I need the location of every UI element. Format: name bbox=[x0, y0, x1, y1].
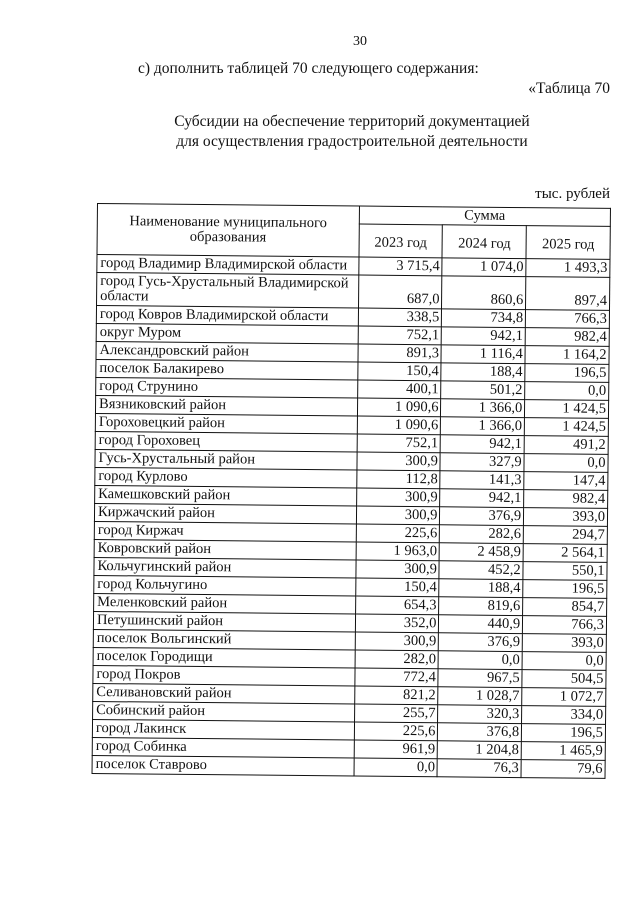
cell-2023: 225,6 bbox=[356, 524, 440, 543]
cell-2025: 1 493,3 bbox=[526, 259, 610, 278]
cell-2025: 982,4 bbox=[525, 328, 609, 347]
cell-municipality: город Собинка bbox=[92, 737, 354, 758]
cell-2023: 300,9 bbox=[356, 506, 440, 525]
cell-2025: 147,4 bbox=[524, 472, 608, 491]
cell-2025: 491,2 bbox=[524, 436, 608, 455]
table-label: «Таблица 70 bbox=[528, 80, 610, 97]
cell-2024: 1 028,7 bbox=[438, 687, 522, 706]
cell-2024: 1 116,4 bbox=[441, 345, 525, 364]
subsidies-table bbox=[92, 203, 611, 779]
cell-2024: 282,6 bbox=[440, 525, 524, 544]
cell-2023: 891,3 bbox=[358, 344, 442, 363]
cell-municipality: Гороховецкий район bbox=[95, 413, 357, 434]
cell-2025: 196,5 bbox=[522, 724, 606, 743]
cell-2023: 961,9 bbox=[354, 740, 438, 759]
cell-2024: 1 366,0 bbox=[441, 417, 525, 436]
cell-2023: 752,1 bbox=[357, 434, 441, 453]
cell-2024: 1 366,0 bbox=[441, 399, 525, 418]
cell-municipality: Меленковский район bbox=[94, 593, 356, 614]
cell-2023: 752,1 bbox=[358, 326, 442, 345]
cell-2023: 255,7 bbox=[354, 704, 438, 723]
page-number: 30 bbox=[353, 34, 367, 49]
cell-municipality: город Ковров Владимирской области bbox=[96, 306, 358, 327]
cell-municipality: Селивановский район bbox=[93, 683, 355, 704]
cell-2024: 376,9 bbox=[440, 507, 524, 526]
cell-2023: 112,8 bbox=[356, 470, 440, 489]
title-line-1: Субсидии на обеспечение территорий документацией bbox=[174, 113, 530, 130]
cell-2023: 300,9 bbox=[356, 488, 440, 507]
cell-municipality: Ковровский район bbox=[94, 539, 356, 560]
cell-municipality: город Гороховец bbox=[95, 431, 357, 452]
cell-2023: 352,0 bbox=[355, 614, 439, 633]
cell-2025: 0,0 bbox=[525, 382, 609, 401]
cell-2025: 1 465,9 bbox=[521, 742, 605, 761]
cell-2024: 188,4 bbox=[441, 363, 525, 382]
cell-2025: 79,6 bbox=[521, 760, 605, 779]
cell-2023: 3 715,4 bbox=[358, 257, 442, 276]
cell-municipality: Вязниковский район bbox=[95, 395, 357, 416]
header-year-2024: 2024 год bbox=[442, 225, 526, 259]
cell-municipality: поселок Балакирево bbox=[96, 359, 358, 380]
cell-2023: 150,4 bbox=[355, 578, 439, 597]
cell-2025: 550,1 bbox=[523, 562, 607, 581]
cell-2023: 0,0 bbox=[354, 758, 438, 777]
cell-2024: 734,8 bbox=[442, 309, 526, 328]
cell-2023: 338,5 bbox=[358, 308, 442, 327]
cell-2023: 300,9 bbox=[355, 632, 439, 651]
table-body bbox=[92, 255, 610, 779]
cell-2024: 327,9 bbox=[440, 453, 524, 472]
cell-2024: 942,1 bbox=[440, 489, 524, 508]
cell-2025: 393,0 bbox=[524, 508, 608, 527]
cell-2025: 854,7 bbox=[523, 598, 607, 617]
cell-municipality: город Курлово bbox=[95, 467, 357, 488]
cell-2023: 1 090,6 bbox=[357, 398, 441, 417]
cell-2024: 942,1 bbox=[441, 435, 525, 454]
cell-municipality: поселок Городищи bbox=[93, 647, 355, 668]
header-year-2025: 2025 год bbox=[526, 226, 610, 260]
cell-2025: 1 424,5 bbox=[524, 418, 608, 437]
cell-municipality: Камешковский район bbox=[95, 485, 357, 506]
cell-2023: 1 090,6 bbox=[357, 416, 441, 435]
cell-municipality: город Киржач bbox=[94, 521, 356, 542]
cell-2023: 687,0 bbox=[358, 275, 442, 309]
cell-municipality: Кольчугинский район bbox=[94, 557, 356, 578]
cell-municipality: Киржачский район bbox=[94, 503, 356, 524]
cell-2025: 0,0 bbox=[522, 652, 606, 671]
cell-2023: 225,6 bbox=[354, 722, 438, 741]
cell-2024: 76,3 bbox=[437, 759, 521, 778]
cell-municipality: город Кольчугино bbox=[94, 575, 356, 596]
table-row bbox=[97, 273, 610, 311]
cell-municipality: город Владимир Владимирской области bbox=[97, 255, 359, 276]
header-sum: Сумма bbox=[359, 206, 611, 226]
cell-2025: 2 564,1 bbox=[523, 544, 607, 563]
cell-municipality: поселок Ставрово bbox=[92, 755, 354, 776]
cell-2025: 334,0 bbox=[522, 706, 606, 725]
cell-2025: 766,3 bbox=[526, 310, 610, 329]
cell-2024: 452,2 bbox=[439, 561, 523, 580]
cell-2024: 440,9 bbox=[439, 615, 523, 634]
cell-2024: 1 204,8 bbox=[438, 741, 522, 760]
header-year-2023: 2023 год bbox=[359, 224, 443, 258]
cell-municipality: Собинский район bbox=[93, 701, 355, 722]
cell-2023: 400,1 bbox=[357, 380, 441, 399]
cell-2023: 654,3 bbox=[355, 596, 439, 615]
cell-2025: 897,4 bbox=[526, 277, 610, 311]
cell-municipality: поселок Вольгинский bbox=[93, 629, 355, 650]
cell-2023: 150,4 bbox=[357, 362, 441, 381]
cell-2023: 1 963,0 bbox=[356, 542, 440, 561]
cell-municipality: город Лакинск bbox=[92, 719, 354, 740]
cell-2024: 860,6 bbox=[442, 276, 526, 310]
title-line-2: для осуществления градостроительной деятельности bbox=[176, 133, 528, 150]
table-title bbox=[92, 112, 612, 152]
cell-2024: 1 074,0 bbox=[442, 258, 526, 277]
cell-2025: 0,0 bbox=[524, 454, 608, 473]
cell-2023: 772,4 bbox=[355, 668, 439, 687]
cell-2025: 1 424,5 bbox=[525, 400, 609, 419]
cell-2025: 1 072,7 bbox=[522, 688, 606, 707]
cell-2025: 766,3 bbox=[523, 616, 607, 635]
cell-2023: 300,9 bbox=[357, 452, 441, 471]
cell-2023: 282,0 bbox=[355, 650, 439, 669]
cell-2024: 376,8 bbox=[438, 723, 522, 742]
cell-2023: 821,2 bbox=[354, 686, 438, 705]
table-row bbox=[92, 755, 605, 778]
units-label: тыс. рублей bbox=[535, 186, 610, 202]
cell-2024: 141,3 bbox=[440, 471, 524, 490]
cell-municipality: город Покров bbox=[93, 665, 355, 686]
cell-municipality: город Струнино bbox=[96, 377, 358, 398]
cell-2025: 393,0 bbox=[522, 634, 606, 653]
cell-2023: 300,9 bbox=[356, 560, 440, 579]
cell-2024: 0,0 bbox=[438, 651, 522, 670]
cell-municipality: округ Муром bbox=[96, 323, 358, 344]
cell-municipality: Петушинский район bbox=[93, 611, 355, 632]
cell-2024: 501,2 bbox=[441, 381, 525, 400]
cell-2024: 967,5 bbox=[438, 669, 522, 688]
cell-2024: 188,4 bbox=[439, 579, 523, 598]
cell-municipality: Гусь-Хрустальный район bbox=[95, 449, 357, 470]
cell-2024: 376,9 bbox=[439, 633, 523, 652]
header-name: Наименование муниципального образования bbox=[97, 204, 359, 258]
cell-2025: 294,7 bbox=[523, 526, 607, 545]
cell-2024: 320,3 bbox=[438, 705, 522, 724]
intro-text: с) дополнить таблицей 70 следующего содержания: bbox=[138, 60, 479, 77]
cell-municipality: Александровский район bbox=[96, 341, 358, 362]
cell-2025: 1 164,2 bbox=[525, 346, 609, 365]
cell-2025: 196,5 bbox=[525, 364, 609, 383]
cell-municipality: город Гусь-Хрустальный Владимирской области bbox=[97, 273, 359, 309]
cell-2024: 819,6 bbox=[439, 597, 523, 616]
cell-2024: 2 458,9 bbox=[440, 543, 524, 562]
cell-2025: 196,5 bbox=[523, 580, 607, 599]
cell-2024: 942,1 bbox=[442, 327, 526, 346]
cell-2025: 982,4 bbox=[524, 490, 608, 509]
cell-2025: 504,5 bbox=[522, 670, 606, 689]
